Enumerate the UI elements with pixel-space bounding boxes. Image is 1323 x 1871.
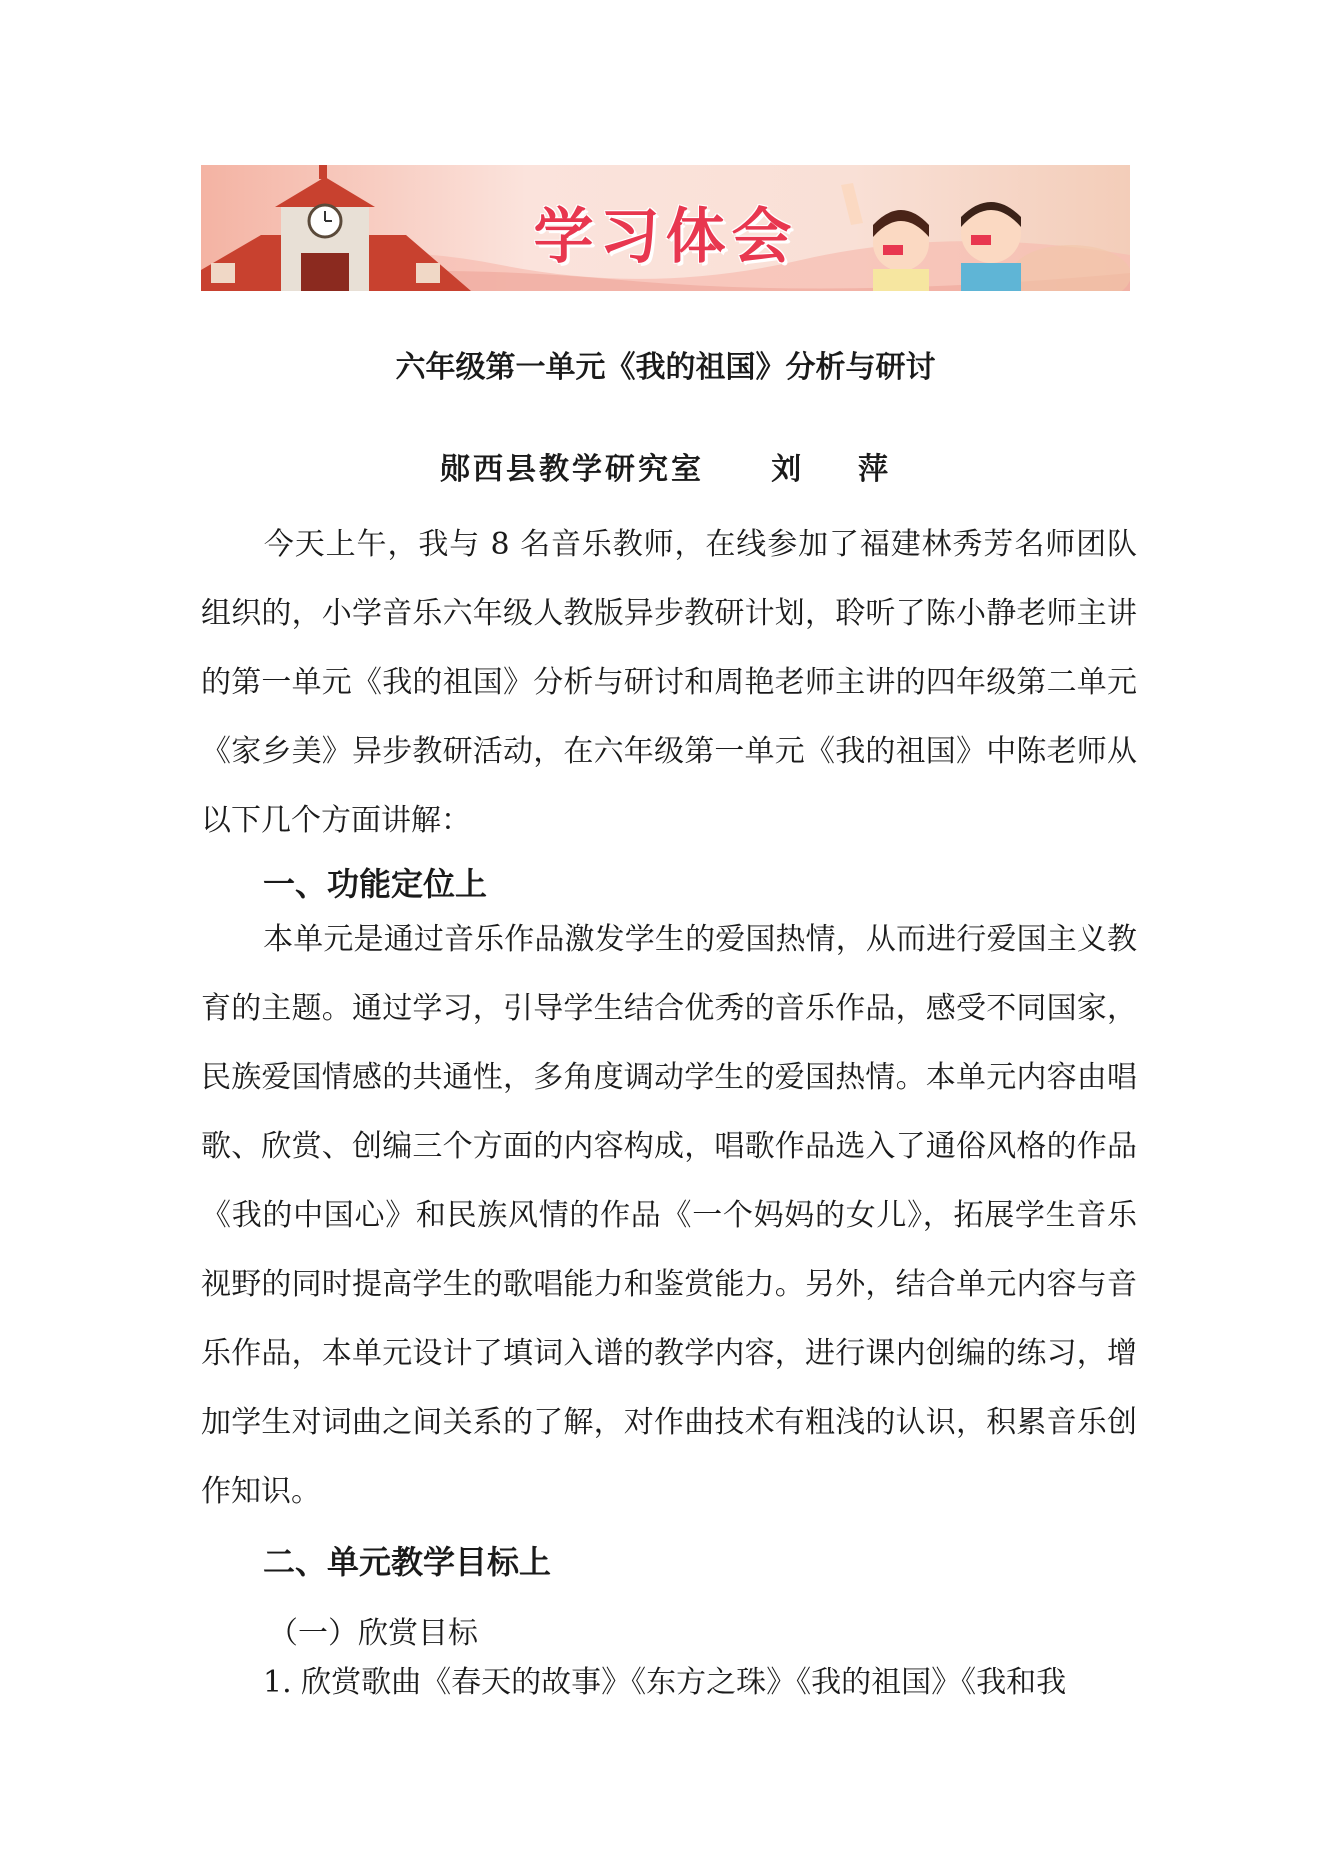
document-author: 郧西县教学研究室 刘 萍 — [440, 452, 891, 487]
list-item — [201, 1664, 1137, 1702]
section-heading-function: 一、功能定位上 — [263, 865, 488, 903]
section1-text: 本单元是通过音乐作品激发学生的爱国热情，从而进行爱国主义教育的主题。通过学习，引导学生结合优秀的音乐作品，感受不同国家，民族爱国情感的共通性，多角度调动学生的爱国热情。本单元内容由唱歌、欣赏、创编三个方面的内容构成，唱歌作品选入了通俗风格的作品《我的中国心》和民族风情的作品《一个妈妈的女儿》，拓展学生音乐视野的同时提高学生的歌唱能力和鉴赏能力。另外，结合单元内容与音乐作品，本单元设计了填词入谱的教学内容，进行课内创编的练习，增加学生对词曲之间关系的了解，对作曲技术有粗浅的认识，积累音乐创作知识。 — [201, 922, 1137, 1509]
banner-title: 学习体会 — [533, 202, 798, 272]
list-item-text: 1. 欣赏歌曲《春天的故事》《东方之珠》《我的祖国》《我和我 — [263, 1665, 1067, 1700]
section1-paragraph — [201, 905, 1137, 1526]
document-title: 六年级第一单元《我的祖国》分析与研讨 — [395, 350, 936, 385]
subheading-appreciation: （一）欣赏目标 — [268, 1616, 478, 1651]
banner-image — [201, 165, 1130, 291]
intro-paragraph — [201, 510, 1137, 855]
section-heading-goals: 二、单元教学目标上 — [263, 1543, 552, 1581]
intro-text: 今天上午，我与 8 名音乐教师，在线参加了福建林秀芳名师团队组织的，小学音乐六年级人教版异步教研计划，聆听了陈小静老师主讲的第一单元《我的祖国》分析与研讨和周艳老师主讲的四年级第二单元《家乡美》异步教研活动，在六年级第一单元《我的祖国》中陈老师从以下几个方面讲解： — [201, 527, 1137, 838]
